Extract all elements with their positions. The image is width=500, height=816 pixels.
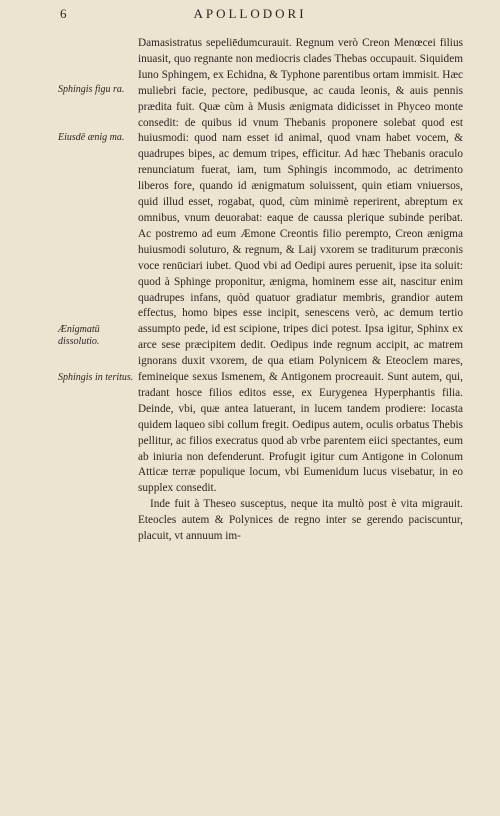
margin-note: Sphingis figu ra. <box>58 84 125 95</box>
paragraph: Damasistratus sepeliēdumcurauit. Regnum verò Creon Menœcei filius inuasit, quo regnante non mediocris clades Thebas occupauit. Siquidem Iuno Sphingem, ex Echidna, & Typhone parentibus ortam immisit. Hæc muliebri facie, pectore, pedibusque, ac cauda leonis, & auis pennis prædita fuit. Quæ cùm à Musis ænigmata didicisset in Phyceo monte consedit: de quibus id vnum Thebanis proponere solebat quod est huiusmodi: quod nam esset id animal, quod vnam habet vocem, & quadrupes bipes, ac demum tripes, efficitur. Ad hæc Thebanis oraculo renunciatum fuerat, iam, tum Sphingis incommodo, ac detrimento liberos fore, quando id ænigmatum soluissent, quin etiam vniuersos, quid illud esset, rogabat, quod, cùm minimè reperirent, abreptum ex omnibus, vnum deuorabat: eaque de caussa plerique subinde peribat. Ac postremo ad eum Æmone Creontis filio perempto, Creon ænigma huiusmodi soluturo, & regnum, & Laij vxorem se traditurum præconis voce renūciari iubet. Quod vbi ad Oedipi aures peruenit, ipse ita soluit: quod à Sphinge proponitur, ænigma, hominem esse ait, nascitur enim quadrupes infans, quòd quatuor gradiatur membris, grandior autem effectus, homo bipes esse incipit, senescens verò, ac demum tertio assumpto pede, id est scipione, tripes dici potest. Ipsa igitur, Sphinx ex arce sese præcipitem dedit. Oedipus inde regnum accipit, ac matrem ignorans duxit vxorem, de qua etiam Polynicem & Eteoclem mares, femineique sexus Ismenem, & Antigonem procreauit. Sunt autem, qui, tradant hosce filios editos esse, ex Eurygenea Hyperphantis filia. Deinde, vbi, quæ antea latuerant, in lucem tandem prodiere: Iocasta quidem laqueo sibi collum fregit. Oedipus autem, oculis orbatus Thebis pellitur, ac filios execratus quod ab vrbe parentem eiici spectantes, eum ab iniuria non defenderunt. Profugit igitur cum Antigone in Colonum Atticæ terræ populique locum, vbi Eumenidum lucus visebatur, in eo supplex consedit. <box>138 37 463 495</box>
margin-note: Sphingis in teritus. <box>58 372 134 383</box>
margin-note: Ænigmatū dissolutio. <box>58 324 100 347</box>
page-number: 6 <box>60 6 68 21</box>
body-text <box>138 36 463 545</box>
running-title: APOLLODORI <box>193 6 307 21</box>
margin-note: Eiusdē ænig ma. <box>58 132 125 143</box>
paragraph: Inde fuit à Theseo susceptus, neque ita multò post è vita migrauit. Eteocles autem & Polynices de regno inter se gerendo paciscuntur, placuit, vt annuum im- <box>138 498 463 543</box>
